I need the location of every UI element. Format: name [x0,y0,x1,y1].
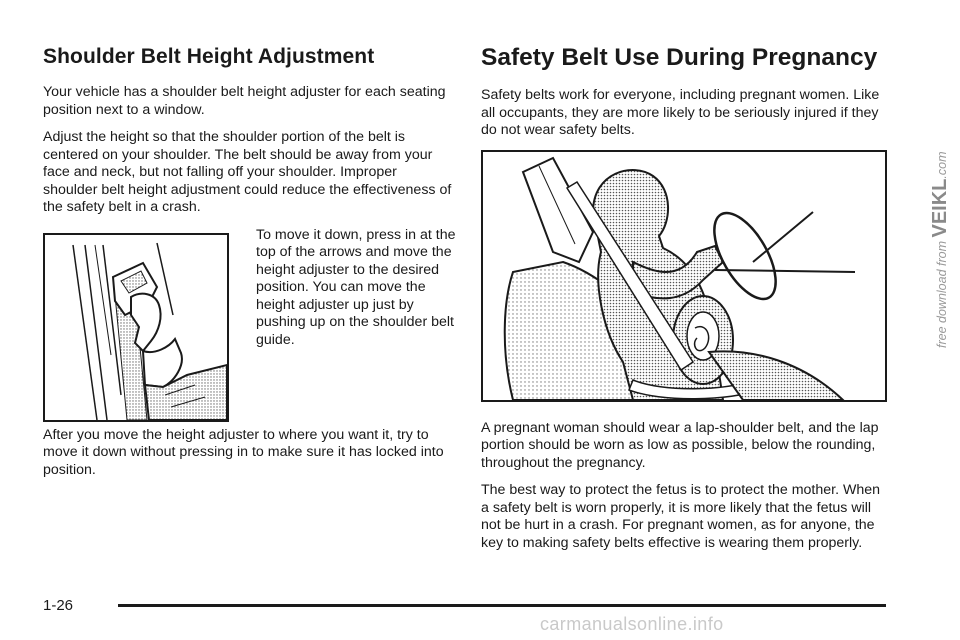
right-column [481,44,891,562]
footer-divider [118,604,886,607]
height-adjuster-illustration [43,233,229,422]
figure-caption: To move it down, press in at the top of the arrows and move the height adjuster to the desired position. You can move the height adjuster up just by pushing up on the shoulder belt guide. [256,226,456,348]
section-heading-shoulder-belt: Shoulder Belt Height Adjustment [43,45,375,68]
site-footer-text: carmanualsonline.info [540,614,724,634]
paragraph: A pregnant woman should wear a lap-shoulder belt, and the lap portion should be worn as low as possible, below the rounding, throughout the pregnancy. [481,419,879,471]
vertical-watermark [929,151,952,348]
figure-row [43,226,456,427]
paragraph: Your vehicle has a shoulder belt height adjuster for each seating position next to a window. [43,84,446,118]
paragraph: The best way to protect the fetus is to protect the mother. When a safety belt is worn properly, it is more likely that the fetus will not be hurt in a crash. For pregnant women, as for anyone, the key to making safety belts effective is wearing them properly. [481,482,881,551]
watermark-brand: VEIKL [929,178,951,238]
paragraph: After you move the height adjuster to where you want it, try to move it down without pressing in to make sure it has locked into position. [43,426,444,478]
section-heading-pregnancy: Safety Belt Use During Pregnancy [481,44,878,71]
paragraph: Safety belts work for everyone, including pregnant women. Like all occupants, they are more likely to be seriously injured if they do not wear safety belts. [481,87,880,138]
pregnant-occupant-illustration [481,150,887,402]
left-column [43,44,456,489]
page-number: 1-26 [43,597,74,614]
paragraph: Adjust the height so that the shoulder portion of the belt is centered on your shoulder. The belt should be away from your face and neck, but not falling off your shoulder. Improper shoulder belt height adjustment could reduce the effectiveness of the safety belt in a crash. [43,129,452,215]
watermark-prefix: free download from [935,240,949,348]
watermark-suffix: .com [935,151,949,179]
